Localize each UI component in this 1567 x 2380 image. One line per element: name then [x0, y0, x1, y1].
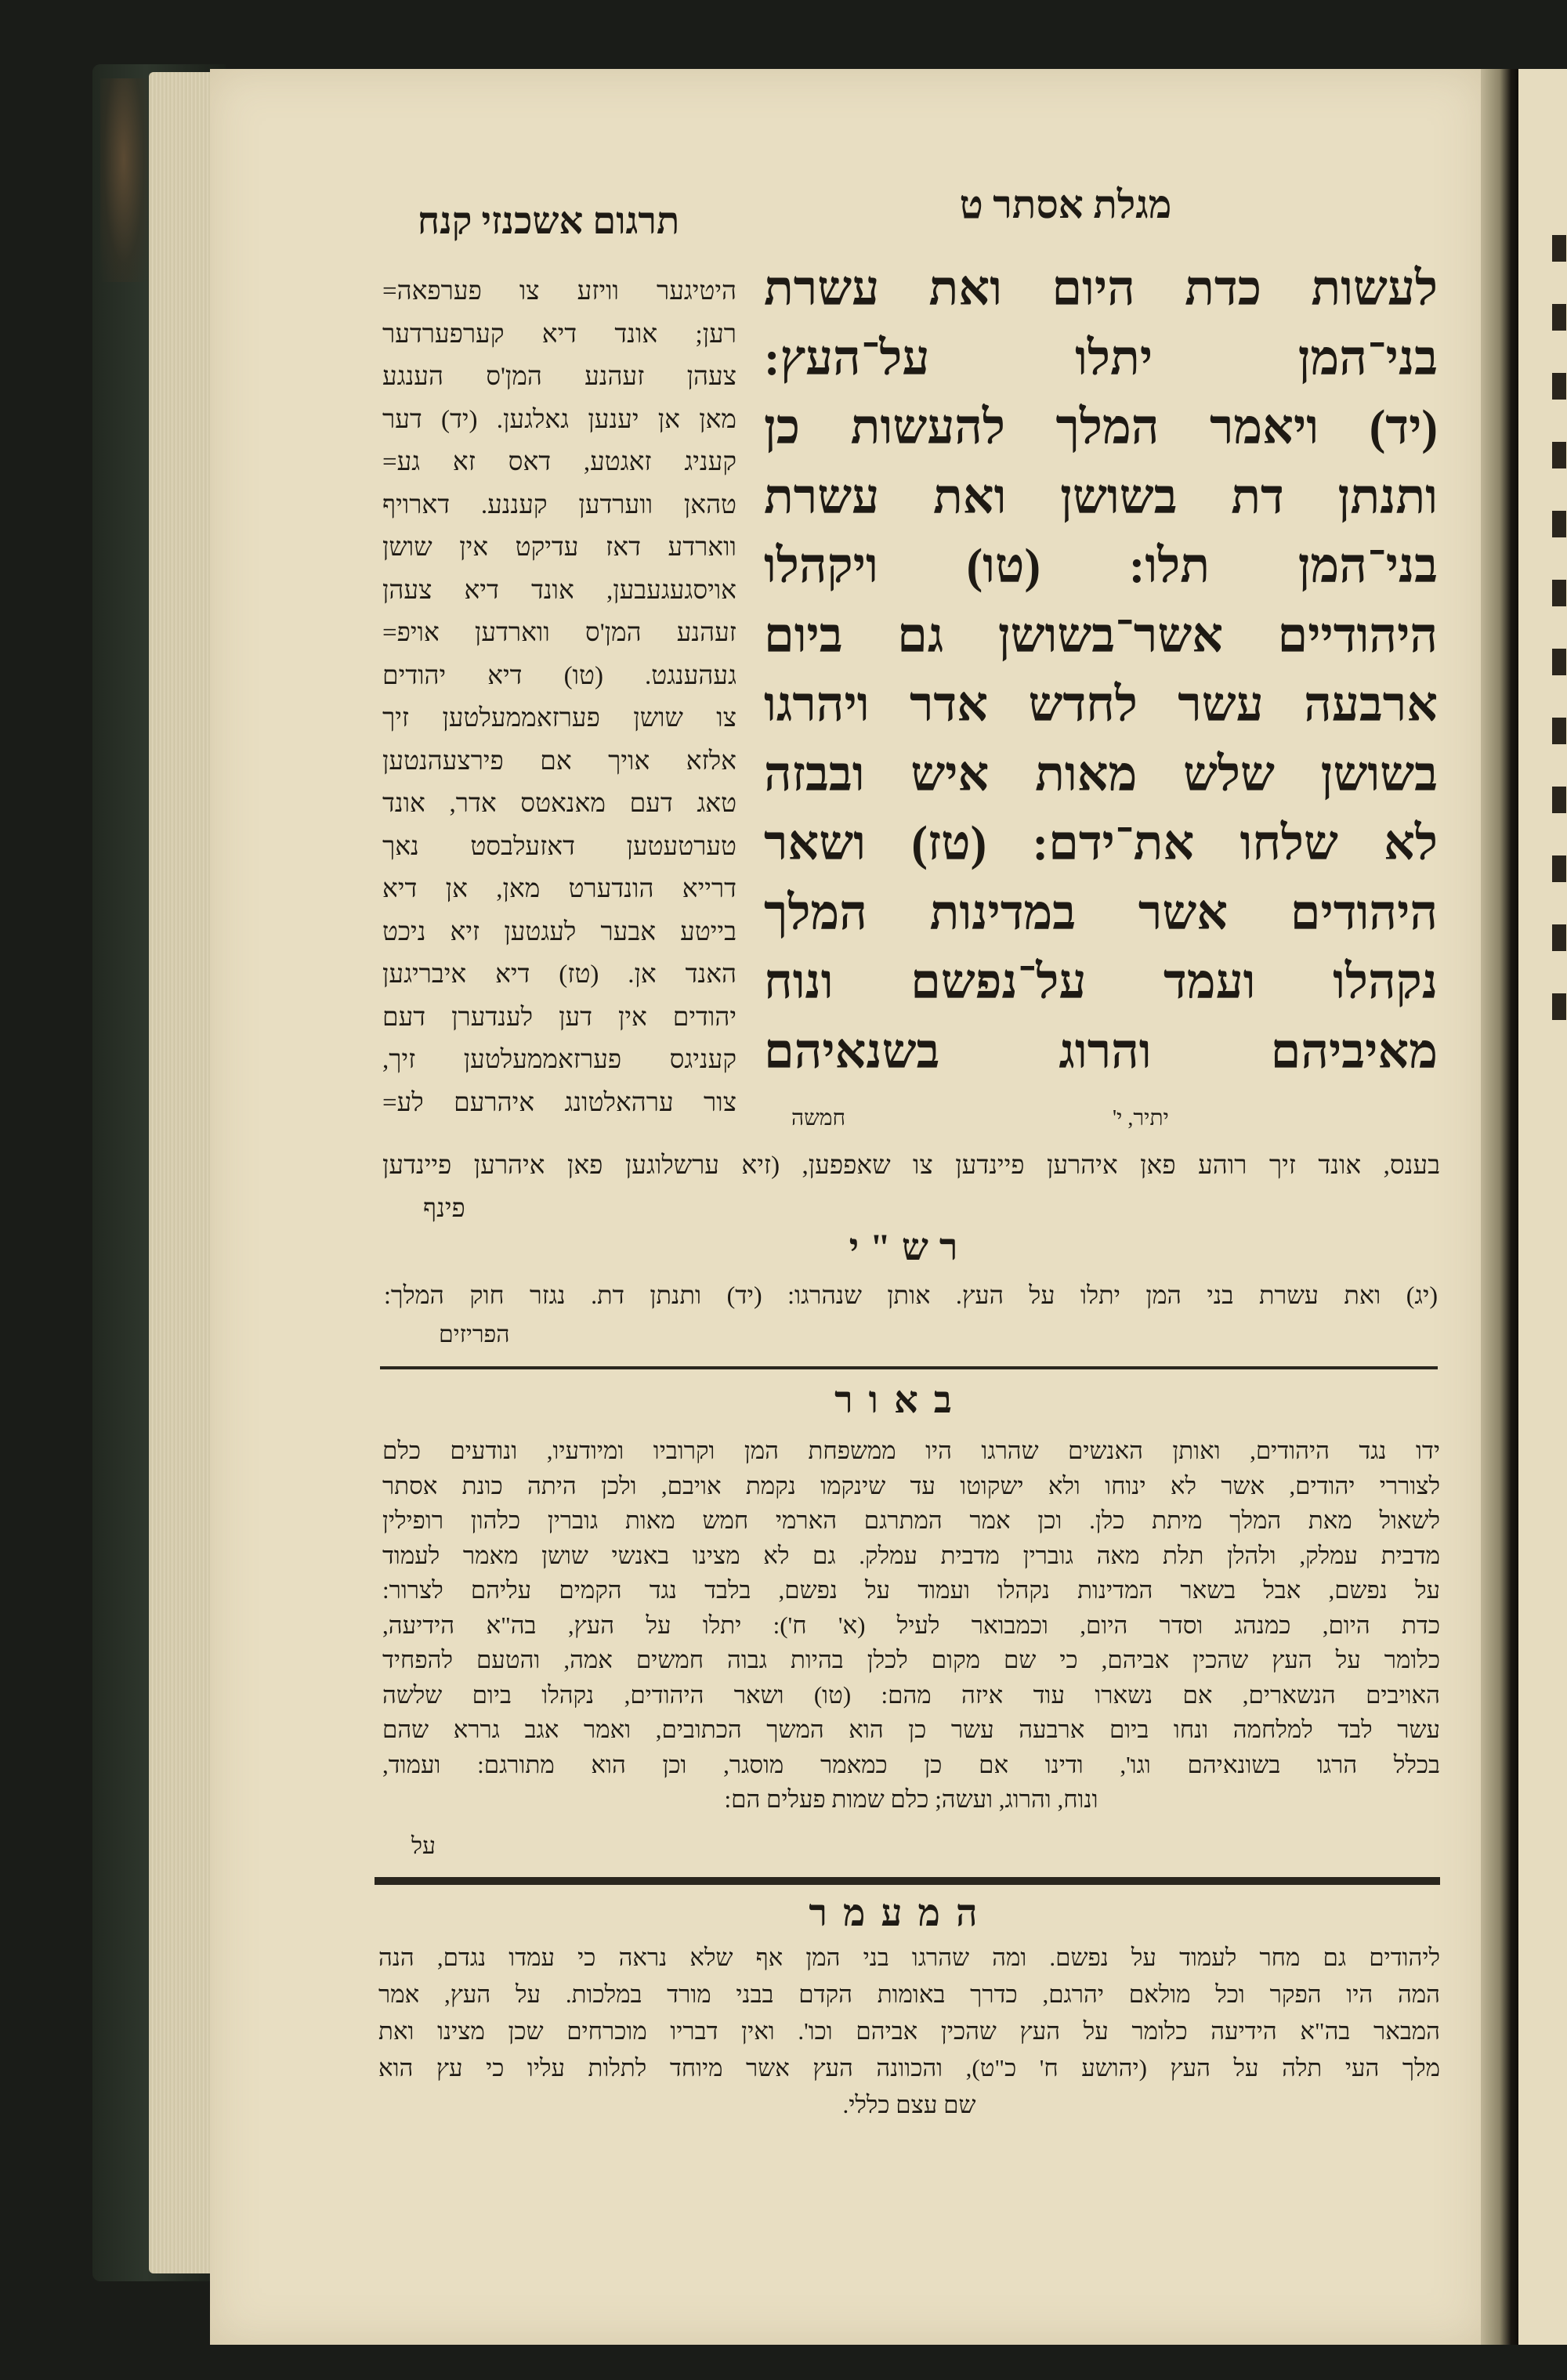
biur-heading: באור — [834, 1380, 968, 1421]
translation-line: קעניג זאגטע, דאס זא גע= — [382, 448, 736, 476]
translation-line: צור ערהאלטונג איהרעם לע= — [382, 1088, 736, 1117]
scripture-line: (יד) ויאמר המלך להעשות כן — [764, 401, 1438, 454]
translation-line: געהענגט. (טו) דיא יהודים — [382, 661, 736, 690]
translation-line: טערטעטען דאזעלבסט נאך — [382, 832, 736, 861]
meamer-line: המבאר בה"א הידיעה כלומר על העץ שהכין אביהם וכו'. ואין דבריו מוכרחים שכן מצינו ואת — [378, 2017, 1440, 2045]
translation-line: צו שושן פערזאממעלטען זיך — [382, 704, 736, 732]
translation-line: טהאן ווערדען קעננע. דארויף — [382, 490, 736, 519]
scripture-text — [764, 255, 1438, 1087]
rashi-text: (יג) ואת עשרת בני המן יתלו על העץ. אותן שנהרגו: (יד) ותנתן דת. נגזר חוק המלך: — [384, 1281, 1438, 1309]
translation-line: האנד אן. (טז) דיא איבריגען — [382, 960, 736, 989]
scripture-line: בשושן שלש מאות איש ובבזה — [764, 747, 1438, 801]
catchword-main: חמשה — [791, 1106, 846, 1130]
scripture-line: היהודיים אשר־בשושן גם ביום — [764, 609, 1438, 663]
biur-line: ונוח, והרוג, ועשה; כלם שמות פעלים הם: — [724, 1785, 1098, 1813]
translation-line: היטיגער וויזע צו פערפאה= — [382, 277, 736, 306]
scripture-line: היהודים אשר במדינות המלך — [764, 886, 1438, 940]
biur-line: כלומר על העץ שהכין אביהם, כי שם מקום לכלן בהיות גבוה חמשים אמה, והטעם להפחיד — [382, 1646, 1440, 1673]
scripture-line: לא שלחו את־ידם: (טז) ושאר — [764, 817, 1438, 870]
translation-line: רען; אונד דיא קערפערדער — [382, 320, 736, 349]
translation-line: קעניגס פערזאממעלטען זיך, — [382, 1046, 736, 1074]
meamer-line: ליהודים גם מחר לעמוד על נפשם. ומה שהרגו בני המן אף שלא נראה כי עמדו נגדם, הנה — [378, 1944, 1440, 1971]
targum-header: תרגום אשכנזי קנח — [417, 201, 680, 242]
meamer-heading: המעמר — [809, 1893, 993, 1934]
catchword-rashi: הפריזים — [439, 1322, 510, 1347]
running-header: מגלת אסתר ט — [959, 183, 1172, 226]
translation-line: יהודים אין דען לענדערן דעם — [382, 1003, 736, 1032]
biur-line: עשר לבד למלחמה ונחו ביום ארבעה עשר כן הוא המשך הכתובים, ואמר אגב גררא שהם — [382, 1716, 1440, 1743]
scripture-line: בני־המן יתלו על־העץ: — [764, 331, 1438, 385]
biur-line: בכלל הרגו בשונאיהם וגו', ודינו אם כן כמאמר מוסגר, וכן הוא מתורגם: ועמוד, — [382, 1750, 1440, 1778]
page-stack-edge — [149, 72, 219, 2273]
biur-line: האויבים הנשארים, אם נשארו עוד איזה מהם: (טו) ושאר היהודים, נקהלו ביום שלשה — [382, 1680, 1440, 1709]
scripture-line: ותנתן דת בשושן ואת עשרת — [764, 470, 1438, 524]
divider-rule — [380, 1366, 1438, 1369]
translation-wide-line: בענס, אונד זיך רוהע פאן איהרען פיינדען צו שאפפען, (זיא ערשלוגען פאן איהרען פיינדען — [382, 1152, 1440, 1180]
biur-line: לצוררי יהודים, אשר לא ינוחו ולא ישקוטו עד שינקמו נקמת אויבם, ולכן היתה כונת אסתר — [382, 1471, 1440, 1499]
translation-line: אויסגעגעבען, אונד דיא צעהן — [382, 576, 736, 605]
translation-line: ווארדע דאז עדיקט אין שושן — [382, 534, 736, 562]
biur-commentary — [382, 1434, 1440, 1818]
catchword-biur: על — [411, 1833, 436, 1859]
biur-line: על נפשם, אבל בשאר המדינות נקהלו ועמוד על נפשם, בלבד נגד הקמים עליהם לצרור: — [382, 1576, 1440, 1604]
catchword-yatir: יתיר, י' — [1113, 1106, 1169, 1130]
biur-line: כדת היום, כמנהג וסדר היום, וכמבואר לעיל (א' ח'): יתלו על העץ, בה"א הידיעה, — [382, 1611, 1440, 1639]
translation-line: מאן אן יענען גאלגען. (יד) דער — [382, 405, 736, 434]
scripture-line: מאיביהם והרוג בשנאיהם — [764, 1025, 1438, 1079]
translation-line: זעהנע המן'ס ווארדען אויפ= — [382, 619, 736, 647]
rashi-heading: רש"י — [849, 1227, 969, 1268]
biur-line: לשאול מאת המלך מיתת כלן. וכן אמר המתרגם הארמי חמש מאות גוברין כלהון רופילין — [382, 1506, 1440, 1534]
cover-wear-mark — [100, 78, 147, 282]
meamer-line: מלך העי תלה על העץ (יהושע ח' כ"ט), והכוונה העץ אשר מיוחד לתלות עליו כי עץ הוא — [378, 2054, 1440, 2082]
meamer-line: המה היו הפקר וכל מולאם יהרגם, כדרך באומות הקדם בבני מורד במלכות. על העץ, אמר — [378, 1980, 1440, 2008]
scripture-line: בני־המן תלו: (טו) ויקהלו — [764, 540, 1438, 593]
book-gutter — [1481, 69, 1518, 2345]
catchword-translation: פינף — [423, 1195, 465, 1223]
scripture-line: ארבעה עשר לחדש אדר ויהרגו — [764, 678, 1438, 732]
translation-line: בייטע אבער לעגטען זיא ניכט — [382, 917, 736, 946]
meamer-commentary — [378, 1939, 1440, 2123]
translation-column — [382, 270, 736, 1124]
scripture-line: נקהלו ועמד על־נפשם ונוח — [764, 956, 1438, 1009]
biur-line: מדבית עמלק, ולהלן תלת מאה גוברין מדבית עמלק. גם לא מצינו באנשי שושן מאמר לעמוד — [382, 1541, 1440, 1569]
translation-line: אלזא אויך אם פירצעהנטען — [382, 747, 736, 776]
translation-line: טאג דעם מאנאטס אדר, אונד — [382, 790, 736, 818]
biur-line: ידו נגד היהודים, ואותן האנשים שהרגו היו ממשפחת המן וקרוביו ומיודעיו, ונודעים כלם — [382, 1437, 1440, 1464]
scripture-line: לעשות כדת היום ואת עשרת — [764, 262, 1438, 316]
facing-page-clipped-text — [1547, 235, 1567, 1097]
meamer-line: שם עצם כללי. — [842, 2091, 976, 2118]
translation-line: דרייא הונדערט מאן, אן דיא — [382, 875, 736, 903]
thick-divider-rule — [375, 1877, 1440, 1885]
translation-line: צעהן זעהנע המן'ס הענגע — [382, 363, 736, 391]
